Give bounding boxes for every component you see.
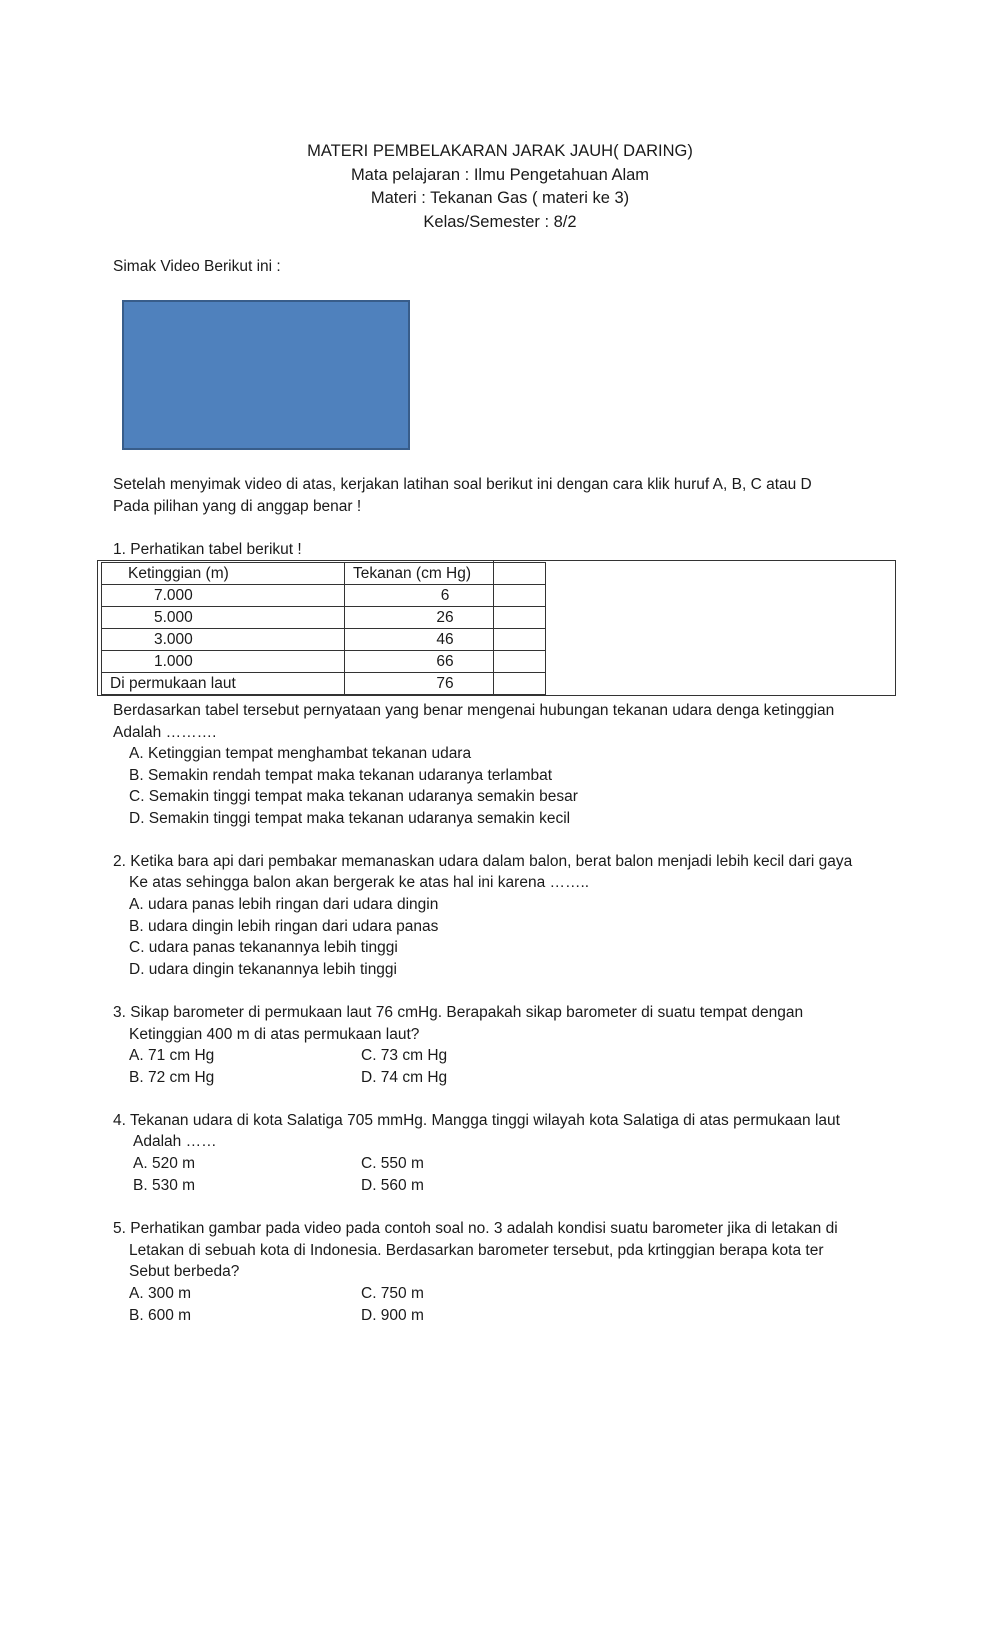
header-title: MATERI PEMBELAKARAN JARAK JAUH( DARING) <box>307 142 693 160</box>
q3-stem-line-2: Ketinggian 400 m di atas permukaan laut? <box>129 1026 420 1043</box>
q1-option-a[interactable]: A. Ketinggian tempat menghambat tekanan udara <box>129 745 472 762</box>
table-cell-pressure: 66 <box>345 651 546 673</box>
table-cell-height: 3.000 <box>102 629 345 651</box>
table-cell-height: 7.000 <box>102 585 345 607</box>
q3-stem-line-1: 3. Sikap barometer di permukaan laut 76 cmHg. Berapakah sikap barometer di suatu tempat dengan <box>113 1004 804 1021</box>
table-row <box>102 607 546 629</box>
q1-option-c[interactable]: C. Semakin tinggi tempat maka tekanan udaranya semakin besar <box>129 788 578 805</box>
q3-option-c[interactable]: C. 73 cm Hg <box>361 1047 448 1064</box>
q5-stem-line-3: Sebut berbeda? <box>129 1263 240 1280</box>
table-cell-pressure: 76 <box>345 673 546 695</box>
q2-option-c[interactable]: C. udara panas tekanannya lebih tinggi <box>129 939 398 956</box>
q4-stem-line-1: 4. Tekanan udara di kota Salatiga 705 mmHg. Mangga tinggi wilayah kota Salatiga di atas permukaan laut <box>113 1112 840 1129</box>
q1-option-d[interactable]: D. Semakin tinggi tempat maka tekanan udaranya semakin kecil <box>129 810 571 827</box>
q4-option-d[interactable]: D. 560 m <box>361 1177 424 1194</box>
table-header-pressure: Tekanan (cm Hg) <box>345 563 546 585</box>
q5-option-a[interactable]: A. 300 m <box>129 1285 192 1302</box>
intro-text: Simak Video Berikut ini : <box>113 258 281 275</box>
q4-option-a[interactable]: A. 520 m <box>133 1155 196 1172</box>
q1-stem-line-1: Berdasarkan tabel tersebut pernyataan yang benar mengenai hubungan tekanan udara denga ketinggian <box>113 702 835 719</box>
table-header-height: Ketinggian (m) <box>102 563 345 585</box>
q1-stem-line-2: Adalah ………. <box>113 724 217 741</box>
q2-option-b[interactable]: B. udara dingin lebih ringan dari udara panas <box>129 918 439 935</box>
q3-option-d[interactable]: D. 74 cm Hg <box>361 1069 448 1086</box>
table-row <box>102 629 546 651</box>
table-cell-pressure: 46 <box>345 629 546 651</box>
q1-option-b[interactable]: B. Semakin rendah tempat maka tekanan udaranya terlambat <box>129 767 553 784</box>
table-row <box>102 585 546 607</box>
q1-data-table <box>101 562 546 695</box>
q2-option-d[interactable]: D. udara dingin tekanannya lebih tinggi <box>129 961 397 978</box>
table-cell-height: 1.000 <box>102 651 345 673</box>
table-cell-pressure: 6 <box>345 585 546 607</box>
table-row <box>102 651 546 673</box>
q4-option-b[interactable]: B. 530 m <box>133 1177 196 1194</box>
q5-stem-line-1: 5. Perhatikan gambar pada video pada contoh soal no. 3 adalah kondisi suatu barometer jika di letakan di <box>113 1220 838 1237</box>
q4-stem-line-2: Adalah …… <box>133 1133 217 1150</box>
q5-stem-line-2: Letakan di sebuah kota di Indonesia. Berdasarkan barometer tersebut, pda krtinggian berapa kota ter <box>129 1242 824 1259</box>
table-cell-pressure: 26 <box>345 607 546 629</box>
header-subject: Mata pelajaran : Ilmu Pengetahuan Alam <box>350 165 650 184</box>
q3-option-b[interactable]: B. 72 cm Hg <box>129 1069 215 1086</box>
header-topic: Materi : Tekanan Gas ( materi ke 3) <box>370 189 630 207</box>
q3-option-a[interactable]: A. 71 cm Hg <box>129 1047 215 1064</box>
instructions-line-1: Setelah menyimak video di atas, kerjakan latihan soal berikut ini dengan cara klik huruf A, B, C atau D <box>113 476 812 493</box>
table-cell-height: Di permukaan laut <box>102 673 345 695</box>
q5-option-c[interactable]: C. 750 m <box>361 1285 424 1302</box>
table-cell-height: 5.000 <box>102 607 345 629</box>
q2-stem-line-2: Ke atas sehingga balon akan bergerak ke atas hal ini karena …….. <box>129 874 590 891</box>
instructions-line-2: Pada pilihan yang di anggap benar ! <box>113 498 362 515</box>
q2-stem-line-1: 2. Ketika bara api dari pembakar memanaskan udara dalam balon, berat balon menjadi lebih kecil dari gaya <box>113 853 853 870</box>
table-header-row <box>102 563 546 585</box>
video-player[interactable] <box>122 300 410 450</box>
q5-option-d[interactable]: D. 900 m <box>361 1307 424 1324</box>
q1-title: 1. Perhatikan tabel berikut ! <box>113 541 302 558</box>
document-header <box>0 140 1000 234</box>
table-row <box>102 673 546 695</box>
q4-option-c[interactable]: C. 550 m <box>361 1155 424 1172</box>
q5-option-b[interactable]: B. 600 m <box>129 1307 192 1324</box>
q2-option-a[interactable]: A. udara panas lebih ringan dari udara dingin <box>129 896 439 913</box>
header-class: Kelas/Semester : 8/2 <box>423 212 577 231</box>
